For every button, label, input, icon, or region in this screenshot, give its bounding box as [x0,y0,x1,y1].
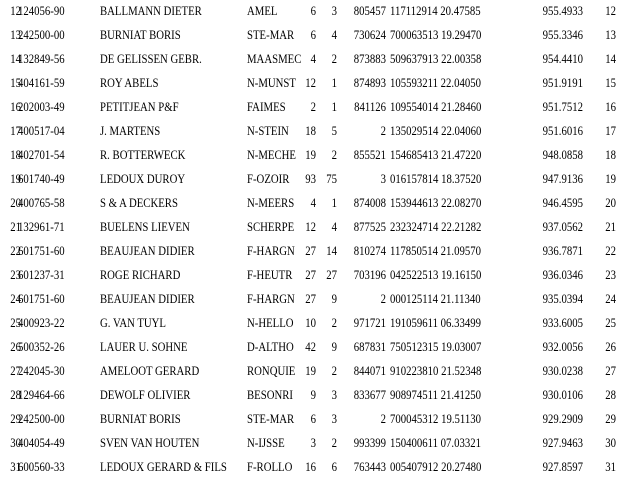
table-row [0,96,628,120]
fancier-name: DEWOLF OLIVIER [100,388,191,402]
prize-count: 1 [331,196,337,210]
rank-right: 25 [605,316,616,330]
ring-time: 150400611 07.03321 [390,436,481,450]
rank-right: 18 [605,148,616,162]
table-row [0,360,628,384]
location: N-HELLO [247,316,294,330]
prize-count: 1 [331,76,337,90]
ring-number: 600560-33 [18,460,65,474]
fancier-name: BURNIAT BORIS [100,28,181,42]
ring-number: 400765-58 [18,196,65,210]
speed: 930.0238 [542,364,583,378]
rank-right: 22 [605,244,616,258]
table-row [0,24,628,48]
rank: 21 [10,220,21,234]
fancier-name: BEAUJEAN DIDIER [100,292,195,306]
rank-right: 31 [605,460,616,474]
ring-number: 129464-66 [18,388,65,402]
entered-count: 6 [310,412,316,426]
table-row [0,432,628,456]
ring-time: 005407912 20.27480 [390,460,482,474]
table-row [0,168,628,192]
fancier-name: BEAUJEAN DIDIER [100,244,195,258]
distance: 687831 [353,340,386,354]
rank: 29 [10,412,21,426]
location: MAASMEC [247,52,302,66]
table-row [0,288,628,312]
rank: 25 [10,316,21,330]
rank-right: 30 [605,436,616,450]
rank: 15 [10,76,21,90]
speed: 936.7871 [542,244,583,258]
table-row [0,456,628,480]
fancier-name: LEDOUX DUROY [100,172,186,186]
ring-time: 910223810 21.52348 [390,364,482,378]
fancier-name: S & A DECKERS [100,196,178,210]
fancier-name: AMELOOT GERARD [100,364,200,378]
ring-number: 601740-49 [18,172,65,186]
distance: 877525 [353,220,386,234]
entered-count: 27 [305,268,316,282]
rank-right: 14 [605,52,616,66]
rank-right: 16 [605,100,616,114]
ring-number: 400517-04 [18,124,65,138]
speed: 951.9191 [542,76,583,90]
distance: 3 [380,172,386,186]
speed: 955.3346 [542,28,583,42]
table-row [0,192,628,216]
ring-number: 242500-00 [18,412,65,426]
fancier-name: BUELENS LIEVEN [100,220,190,234]
distance: 730624 [353,28,386,42]
ring-time: 700045312 19.51130 [390,412,481,426]
fancier-name: DE GELISSEN GEBR. [100,52,202,66]
location: AMEL [247,4,278,18]
ring-number: 601751-60 [18,292,65,306]
speed: 947.9136 [542,172,583,186]
entered-count: 16 [305,460,316,474]
distance: 873883 [353,52,386,66]
location: STE-MAR [247,28,295,42]
rank-right: 27 [605,364,616,378]
rank: 24 [10,292,21,306]
ring-time: 000125114 21.11340 [390,292,481,306]
prize-count: 1 [331,100,337,114]
distance: 993399 [353,436,386,450]
table-row [0,384,628,408]
fancier-name: R. BOTTERWECK [100,148,186,162]
ring-number: 404161-59 [18,76,65,90]
ring-number: 402701-54 [18,148,65,162]
location: D-ALTHO [247,340,294,354]
location: RONQUIE [247,364,296,378]
prize-count: 2 [331,364,337,378]
speed: 935.0394 [542,292,583,306]
distance: 810274 [353,244,386,258]
rank: 18 [10,148,21,162]
location: F-HEUTR [247,268,293,282]
distance: 874008 [353,196,386,210]
rank: 27 [10,364,21,378]
fancier-name: PETITJEAN P&F [100,100,179,114]
ring-time: 042522513 19.16150 [390,268,482,282]
fancier-name: J. MARTENS [100,124,161,138]
ring-number: 242500-00 [18,28,65,42]
rank: 31 [10,460,21,474]
speed: 948.0858 [542,148,583,162]
location: FAIMES [247,100,286,114]
rank: 30 [10,436,21,450]
fancier-name: ROY ABELS [100,76,159,90]
distance: 2 [380,412,386,426]
rank-right: 19 [605,172,616,186]
prize-count: 3 [331,4,337,18]
ring-number: 404054-49 [18,436,65,450]
ring-time: 105593211 22.04050 [390,76,481,90]
ring-time: 117112914 20.47585 [390,4,481,18]
rank-right: 24 [605,292,616,306]
speed: 955.4933 [542,4,583,18]
entered-count: 12 [305,220,316,234]
table-row [0,120,628,144]
entered-count: 4 [310,196,316,210]
ring-time: 509637913 22.00358 [390,52,482,66]
table-row [0,264,628,288]
rank-right: 21 [605,220,616,234]
location: N-MUNST [247,76,296,90]
prize-count: 2 [331,148,337,162]
fancier-name: SVEN VAN HOUTEN [100,436,200,450]
entered-count: 6 [310,4,316,18]
rank: 17 [10,124,21,138]
ring-time: 191059611 06.33499 [390,316,481,330]
rank-right: 26 [605,340,616,354]
speed: 951.6016 [542,124,583,138]
rank: 19 [10,172,21,186]
entered-count: 19 [305,364,316,378]
prize-count: 4 [331,28,337,42]
rank: 13 [10,28,21,42]
entered-count: 27 [305,244,316,258]
ring-time: 135029514 22.04060 [390,124,482,138]
fancier-name: G. VAN TUYL [100,316,167,330]
table-row [0,48,628,72]
distance: 844071 [353,364,386,378]
ring-number: 601237-31 [18,268,65,282]
speed: 946.4595 [542,196,583,210]
distance: 971721 [353,316,386,330]
ring-time: 154685413 21.47220 [390,148,482,162]
ring-number: 242045-30 [18,364,65,378]
speed: 951.7512 [542,100,583,114]
rank-right: 15 [605,76,616,90]
ring-time: 750512315 19.03007 [390,340,482,354]
entered-count: 4 [310,52,316,66]
fancier-name: LEDOUX GERARD & FILS [100,460,227,474]
distance: 874893 [353,76,386,90]
speed: 937.0562 [542,220,583,234]
ring-time: 117850514 21.09570 [390,244,481,258]
speed: 927.9463 [542,436,583,450]
entered-count: 6 [310,28,316,42]
speed: 954.4410 [542,52,583,66]
rank: 26 [10,340,21,354]
entered-count: 18 [305,124,316,138]
prize-count: 75 [326,172,337,186]
rank: 14 [10,52,21,66]
ring-time: 153944613 22.08270 [390,196,482,210]
ring-time: 232324714 22.21282 [390,220,482,234]
ring-number: 500352-26 [18,340,65,354]
rank: 28 [10,388,21,402]
rank: 20 [10,196,21,210]
fancier-name: ROGE RICHARD [100,268,181,282]
entered-count: 19 [305,148,316,162]
prize-count: 6 [331,460,337,474]
ring-time: 700063513 19.29470 [390,28,482,42]
entered-count: 93 [305,172,316,186]
fancier-name: BALLMANN DIETER [100,4,202,18]
rank-right: 28 [605,388,616,402]
prize-count: 4 [331,220,337,234]
location: STE-MAR [247,412,295,426]
prize-count: 14 [326,244,337,258]
table-row [0,240,628,264]
ring-number: 601751-60 [18,244,65,258]
rank-right: 13 [605,28,616,42]
distance: 841126 [354,100,386,114]
prize-count: 5 [331,124,337,138]
location: SCHERPE [247,220,295,234]
prize-count: 2 [331,436,337,450]
location: N-STEIN [247,124,289,138]
table-row [0,408,628,432]
ring-time: 109554014 21.28460 [390,100,482,114]
rank-right: 29 [605,412,616,426]
speed: 927.8597 [542,460,583,474]
rank-right: 23 [605,268,616,282]
table-row [0,72,628,96]
distance: 2 [380,124,386,138]
rank-right: 20 [605,196,616,210]
speed: 936.0346 [542,268,583,282]
location: F-ROLLO [247,460,293,474]
location: F-OZOIR [247,172,290,186]
location: N-IJSSE [247,436,285,450]
rank-right: 17 [605,124,616,138]
entered-count: 27 [305,292,316,306]
prize-count: 2 [331,316,337,330]
prize-count: 9 [331,340,337,354]
ring-number: 202003-49 [18,100,65,114]
ring-number: 124056-90 [18,4,65,18]
ring-number: 400923-22 [18,316,65,330]
speed: 932.0056 [542,340,583,354]
rank: 23 [10,268,21,282]
entered-count: 42 [305,340,316,354]
rank: 16 [10,100,21,114]
speed: 929.2909 [542,412,583,426]
speed: 933.6005 [542,316,583,330]
prize-count: 3 [331,412,337,426]
table-row [0,336,628,360]
ring-number: 132961-71 [18,220,65,234]
ring-number: 132849-56 [18,52,65,66]
ring-time: 908974511 21.41250 [390,388,481,402]
location: N-MEERS [247,196,295,210]
rank: 12 [10,4,21,18]
entered-count: 2 [310,100,316,114]
fancier-name: BURNIAT BORIS [100,412,181,426]
ring-time: 016157814 18.37520 [390,172,482,186]
prize-count: 9 [331,292,337,306]
prize-count: 2 [331,52,337,66]
distance: 703196 [353,268,386,282]
table-row [0,312,628,336]
distance: 833677 [353,388,386,402]
distance: 855521 [353,148,386,162]
location: F-HARGN [247,292,295,306]
location: BESONRI [247,388,293,402]
prize-count: 27 [326,268,337,282]
entered-count: 9 [310,388,316,402]
table-row [0,144,628,168]
entered-count: 3 [310,436,316,450]
distance: 805457 [353,4,386,18]
rank: 22 [10,244,21,258]
distance: 763443 [353,460,386,474]
location: F-HARGN [247,244,295,258]
entered-count: 10 [305,316,316,330]
table-row [0,216,628,240]
rank-right: 12 [605,4,616,18]
fancier-name: LAUER U. SOHNE [100,340,188,354]
table-row [0,0,628,24]
distance: 2 [380,292,386,306]
entered-count: 12 [305,76,316,90]
prize-count: 3 [331,388,337,402]
location: N-MECHE [247,148,296,162]
speed: 930.0106 [542,388,583,402]
